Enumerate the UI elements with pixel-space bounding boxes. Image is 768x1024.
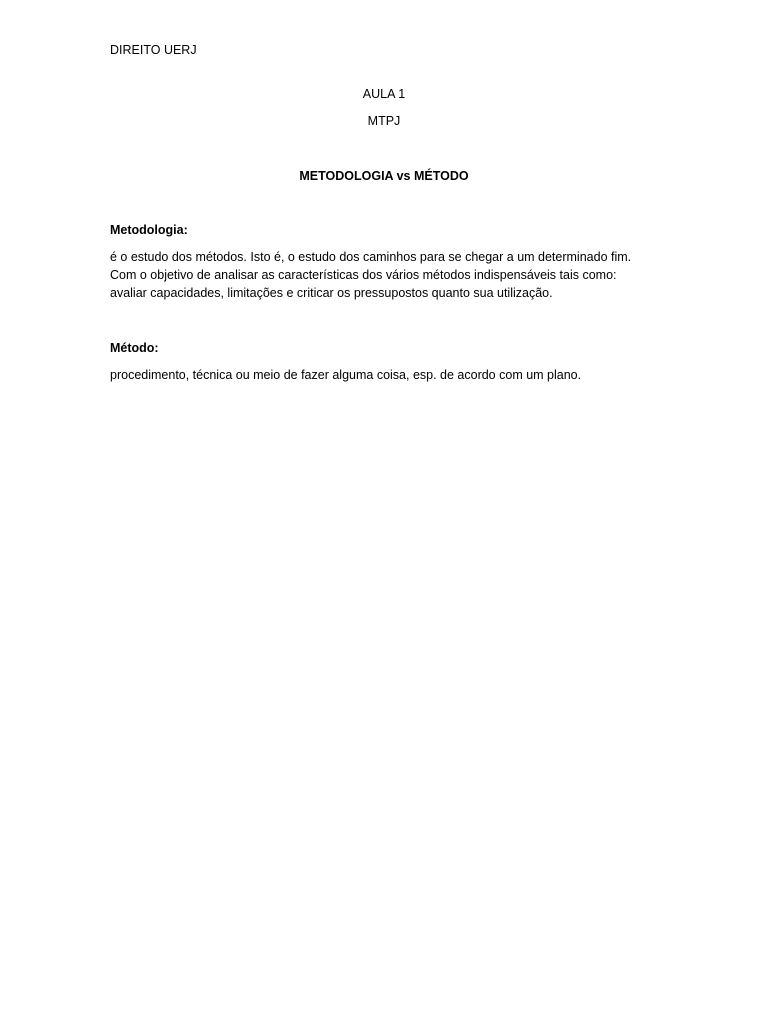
paragraph-line: avaliar capacidades, limitações e criticar os pressupostos quanto sua utilização.	[110, 285, 553, 300]
main-title: METODOLOGIA vs MÉTODO	[299, 169, 469, 183]
section-body-metodo	[110, 367, 670, 385]
section-body-metodologia	[110, 249, 670, 302]
paragraph-line: é o estudo dos métodos. Isto é, o estudo dos caminhos para se chegar a um determinado fim.	[110, 250, 632, 264]
course-name: MTPJ	[367, 114, 401, 128]
section-heading-metodologia: Metodologia:	[110, 223, 188, 237]
paragraph-line: Com o objetivo de analisar as características dos vários métodos indispensáveis tais como:	[110, 267, 617, 282]
paragraph-line: procedimento, técnica ou meio de fazer alguma coisa, esp. de acordo com um plano.	[110, 368, 582, 382]
document-header: DIREITO UERJ	[110, 43, 197, 57]
class-title: AULA 1	[362, 87, 406, 101]
section-heading-metodo: Método:	[110, 341, 159, 355]
